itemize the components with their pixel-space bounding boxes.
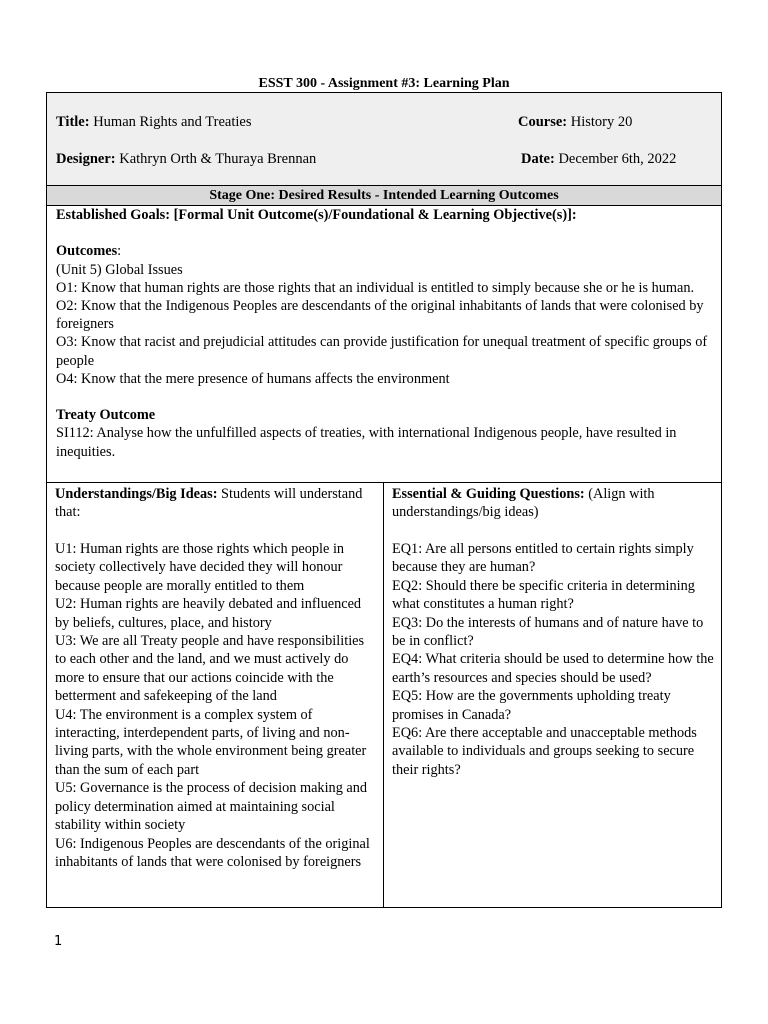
understandings-questions-table bbox=[46, 482, 722, 908]
question-item: EQ3: Do the interests of humans and of nature have to be in conflict? bbox=[392, 614, 704, 650]
designer-value: Kathryn Orth & Thuraya Brennan bbox=[119, 151, 317, 167]
outcome-item: O1: Know that human rights are those rights that an individual is entitled to simply because she or he is human. bbox=[56, 279, 695, 296]
outcome-item: O4: Know that the mere presence of humans affects the environment bbox=[56, 370, 450, 387]
designer-label: Designer: bbox=[56, 151, 116, 167]
date-field bbox=[521, 150, 676, 168]
question-item: EQ2: Should there be specific criteria in determining what constitutes a human right? bbox=[392, 577, 695, 613]
title-field bbox=[56, 113, 251, 131]
outcome-item: O3: Know that racist and prejudicial attitudes can provide justification for unequal treatment of specific groups of people bbox=[56, 334, 708, 369]
understanding-item: U2: Human rights are heavily debated and influenced by beliefs, cultures, place, and history bbox=[55, 596, 362, 631]
questions-subheading: (Align with understandings/big ideas) bbox=[392, 486, 655, 521]
questions-column bbox=[384, 483, 721, 907]
designer-field bbox=[56, 150, 316, 168]
course-label: Course: bbox=[518, 114, 568, 130]
title-label: Title: bbox=[56, 114, 90, 130]
established-goals-heading: Established Goals: [Formal Unit Outcome(s)/Foundational & Learning Objective(s)]: bbox=[56, 207, 577, 223]
plan-header bbox=[46, 92, 722, 186]
outcomes-label: Outcomes bbox=[56, 243, 118, 260]
understanding-item: U3: We are all Treaty people and have responsibilities to each other and the land, and we must actively do more to ensure that our actions coincide with the betterment and safekeeping of the land bbox=[55, 633, 365, 705]
treaty-outcome: SI112: Analyse how the unfulfilled aspects of treaties, with international Indigenous people, have resulted in inequities. bbox=[56, 425, 677, 460]
understanding-item: U5: Governance is the process of decision making and policy determination aimed at maintaining social stability within society bbox=[55, 780, 368, 834]
course-value: History 20 bbox=[570, 114, 633, 130]
title-value: Human Rights and Treaties bbox=[93, 114, 252, 130]
date-value: December 6th, 2022 bbox=[558, 151, 677, 167]
established-goals-section: Established Goals: [Formal Unit Outcome(s)/Foundational & Learning Objective(s)]: Outcomes: (Unit 5) Global Issues O1: Know that human rights are those rights that an individual is entitled to simply because she or he is human. O2: Know that the Indigenous Peoples are descendants of the original inhabitants of lands that were colonised by foreigners O3: Know that racist and prejudicial attitudes can provide justification for unequal treatment of specific groups of people O4: Know that the mere presence of humans affects the environment Treaty Outcome SI112: Analyse how the unfulfilled aspects of treaties, with international Indigenous people, have resulted in inequities. bbox=[46, 206, 722, 483]
question-item: EQ4: What criteria should be used to determine how the earth’s resources and species should be used? bbox=[392, 651, 714, 686]
question-item: EQ1: Are all persons entitled to certain rights simply because they are human? bbox=[392, 541, 694, 576]
question-item: EQ6: Are there acceptable and unacceptable methods available to individuals and groups seeking to secure their rights? bbox=[392, 725, 697, 778]
unit-label: (Unit 5) Global Issues bbox=[56, 261, 183, 278]
document-title: ESST 300 - Assignment #3: Learning Plan bbox=[258, 76, 510, 91]
date-label: Date: bbox=[521, 151, 555, 167]
understandings-heading: Understandings/Big Ideas: bbox=[55, 486, 218, 502]
questions-heading: Essential & Guiding Questions: bbox=[392, 486, 585, 502]
understandings-column bbox=[47, 483, 384, 907]
understanding-item: U6: Indigenous Peoples are descendants of the original inhabitants of lands that were colonised by foreigners bbox=[55, 835, 370, 870]
understandings-subheading: Students will understand that: bbox=[55, 486, 363, 521]
outcome-item: O2: Know that the Indigenous Peoples are descendants of the original inhabitants of lands that were colonised by foreigners bbox=[56, 298, 704, 333]
page-number: 1 bbox=[54, 934, 63, 949]
course-field bbox=[518, 113, 632, 131]
stage-one-heading: Stage One: Desired Results - Intended Learning Outcomes bbox=[46, 186, 722, 206]
question-item: EQ5: How are the governments upholding treaty promises in Canada? bbox=[392, 688, 671, 723]
understanding-item: U1: Human rights are those rights which people in society collectively have decided they will honour because people are morally entitled to them bbox=[55, 541, 345, 594]
treaty-outcome-label: Treaty Outcome bbox=[56, 407, 156, 424]
understanding-item: U4: The environment is a complex system of interacting, interdependent parts, of living and non-living parts, with the whole environment being greater than the sum of each part bbox=[55, 706, 367, 778]
